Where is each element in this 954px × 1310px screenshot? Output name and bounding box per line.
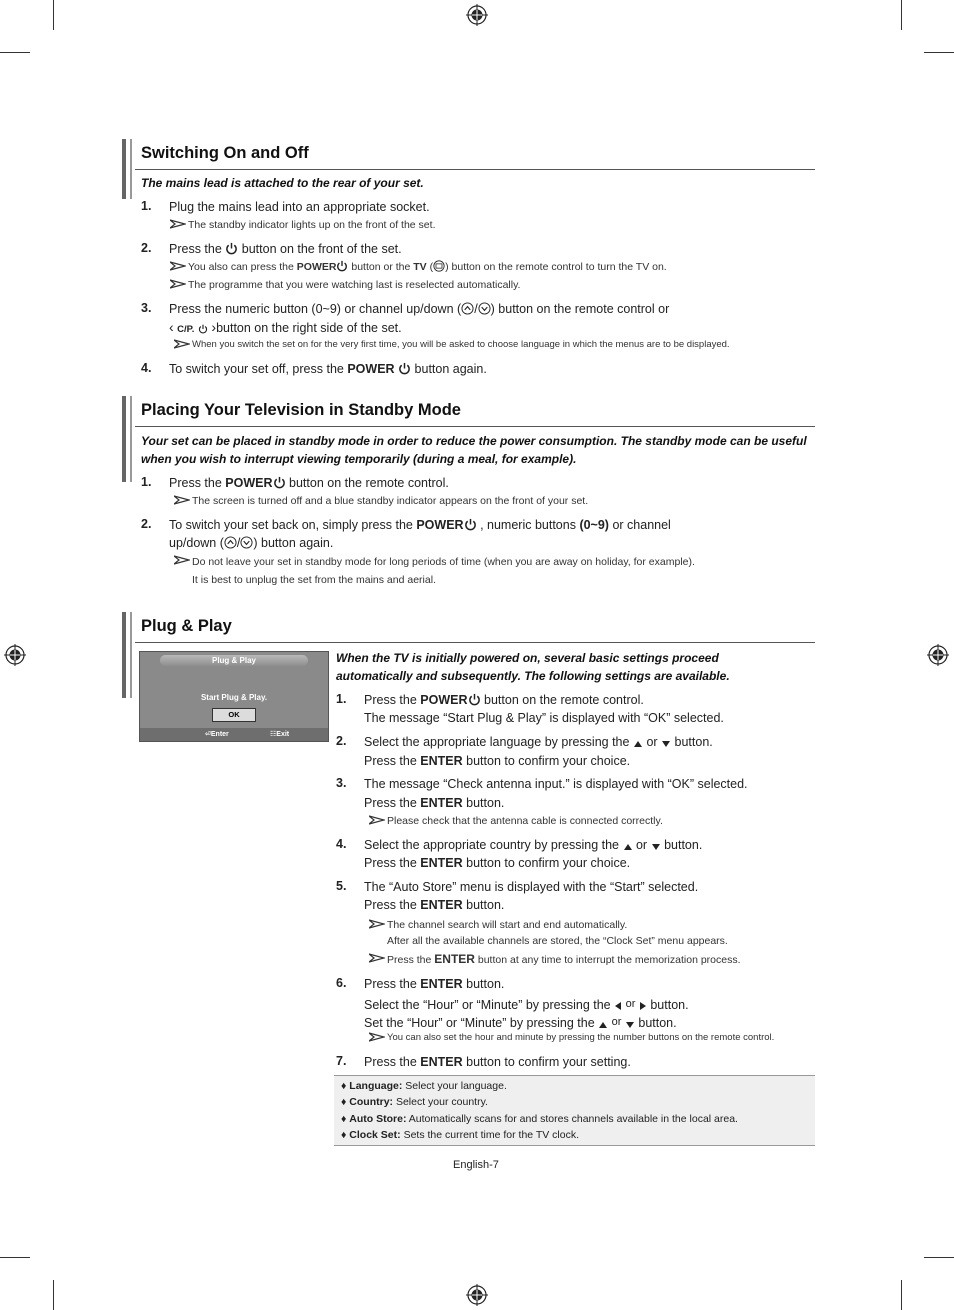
tv-icon xyxy=(433,260,445,272)
section-title: Plug & Play xyxy=(141,617,232,635)
section-marker xyxy=(122,139,126,199)
enter-icon: ⏎ xyxy=(205,731,211,738)
section-marker xyxy=(130,139,132,199)
crop-mark xyxy=(0,52,30,53)
osd-exit-hint: ☷Exit xyxy=(270,731,290,738)
section-rule xyxy=(135,169,815,170)
glossary-item: ♦ Language: Select your language. xyxy=(341,1080,507,1092)
glossary-box xyxy=(334,1075,815,1146)
osd-enter-hint: ⏎Enter xyxy=(205,731,229,738)
note-arrow-icon xyxy=(369,815,385,825)
step-number: 4. xyxy=(336,837,347,851)
step-number: 2. xyxy=(141,241,152,255)
step-note: You can also set the hour and minute by pressing the number buttons on the remote control. xyxy=(387,1032,775,1043)
triangle-up-icon xyxy=(633,740,643,748)
step-text: Press the ENTER button to confirm your choice. xyxy=(364,754,631,768)
note-arrow-icon xyxy=(174,555,190,565)
triangle-up-icon xyxy=(598,1021,608,1029)
step-number: 5. xyxy=(336,879,347,893)
section-intro: automatically and subsequently. The following settings are available. xyxy=(336,669,730,683)
note-arrow-icon xyxy=(369,1032,385,1042)
step-text: To switch your set off, press the POWER button again. xyxy=(169,362,487,376)
step-note: After all the available channels are stored, the “Clock Set” menu appears. xyxy=(387,935,728,947)
step-text: up/down ( / ) button again. xyxy=(169,536,334,550)
step-number: 2. xyxy=(336,734,347,748)
step-number: 2. xyxy=(141,517,152,531)
step-note: Please check that the antenna cable is connected correctly. xyxy=(387,815,663,827)
exit-icon: ☷ xyxy=(270,731,277,738)
glossary-item: ♦ Auto Store: Automatically scans for and stores channels available in the local area. xyxy=(341,1113,738,1125)
channel-up-icon xyxy=(224,536,237,549)
section-marker xyxy=(130,396,132,482)
crop-mark xyxy=(901,0,902,30)
step-note: The programme that you were watching last is reselected automatically. xyxy=(188,279,521,291)
glossary-item: ♦ Country: Select your country. xyxy=(341,1096,488,1108)
step-text: Press the numeric button (0~9) or channel up/down ( / ) button on the remote control or xyxy=(169,302,670,316)
diamond-bullet-icon: ♦ xyxy=(341,1080,347,1092)
channel-down-icon xyxy=(478,302,491,315)
step-text: The message “Start Plug & Play” is displayed with “OK” selected. xyxy=(364,711,724,725)
step-text: Press the POWER button on the remote control. xyxy=(364,693,644,707)
osd-message: Start Plug & Play. xyxy=(200,693,268,702)
step-number: 1. xyxy=(336,692,347,706)
power-icon xyxy=(336,260,348,272)
step-note: Do not leave your set in standby mode for long periods of time (when you are away on holiday, for example). xyxy=(192,556,695,568)
step-text: Press the ENTER button. xyxy=(364,796,505,810)
section-intro: when you wish to interrupt viewing temporarily (during a meal, for example). xyxy=(141,452,577,466)
page-number: English-7 xyxy=(453,1159,499,1171)
note-arrow-icon xyxy=(174,495,190,505)
note-arrow-icon xyxy=(170,279,186,289)
step-text: Press the POWER button on the remote control. xyxy=(169,476,449,490)
step-number: 7. xyxy=(336,1054,347,1068)
step-text: Press the ENTER button to confirm your choice. xyxy=(364,856,631,870)
section-marker xyxy=(130,612,132,698)
crop-mark xyxy=(924,52,954,53)
diamond-bullet-icon: ♦ xyxy=(341,1113,347,1125)
step-note: The standby indicator lights up on the front of the set. xyxy=(188,219,436,231)
plug-and-play-screen xyxy=(139,651,329,742)
section-intro: When the TV is initially powered on, several basic settings proceed xyxy=(336,651,719,665)
section-marker xyxy=(122,396,126,482)
crop-mark xyxy=(53,0,54,30)
step-text: Press the ENTER button to confirm your setting. xyxy=(364,1055,631,1069)
triangle-down-icon xyxy=(661,740,671,748)
power-icon xyxy=(398,362,411,375)
step-text: Press the button on the front of the set. xyxy=(169,242,402,256)
step-text: Press the ENTER button. xyxy=(364,898,505,912)
step-number: 6. xyxy=(336,976,347,990)
channel-up-icon xyxy=(461,302,474,315)
section-rule xyxy=(135,426,815,427)
step-text: Press the ENTER button. xyxy=(364,977,505,991)
step-note: The screen is turned off and a blue standby indicator appears on the front of your set. xyxy=(192,495,589,507)
section-title: Placing Your Television in Standby Mode xyxy=(141,401,461,419)
crop-mark xyxy=(924,1257,954,1258)
diamond-bullet-icon: ♦ xyxy=(341,1096,347,1108)
step-number: 1. xyxy=(141,199,152,213)
crop-mark xyxy=(0,1257,30,1258)
section-marker xyxy=(122,612,126,698)
step-note: It is best to unplug the set from the mains and aerial. xyxy=(192,574,436,586)
triangle-down-icon xyxy=(651,843,661,851)
step-text: The message “Check antenna input.” is displayed with “OK” selected. xyxy=(364,777,748,791)
step-note: When you switch the set on for the very first time, you will be asked to choose language in which the menus are to be displayed. xyxy=(192,339,730,350)
registration-mark-icon xyxy=(4,644,26,666)
power-icon xyxy=(273,476,286,489)
step-text: Set the “Hour” or “Minute” by pressing the or button. xyxy=(364,1016,677,1030)
osd-title: Plug & Play xyxy=(160,655,308,666)
step-number: 1. xyxy=(141,475,152,489)
glossary-item: ♦ Clock Set: Sets the current time for the TV clock. xyxy=(341,1129,580,1141)
power-icon xyxy=(464,518,477,531)
channel-down-icon xyxy=(240,536,253,549)
step-text: To switch your set back on, simply press the POWER , numeric buttons (0~9) or channel xyxy=(169,518,671,532)
step-text: ‹ C/P. ›button on the right side of the set. xyxy=(169,319,402,335)
registration-mark-icon xyxy=(466,1284,488,1306)
section-intro: The mains lead is attached to the rear of your set. xyxy=(141,176,424,190)
step-text: Select the appropriate language by pressing the or button. xyxy=(364,735,713,749)
registration-mark-icon xyxy=(466,4,488,26)
step-number: 3. xyxy=(141,301,152,315)
triangle-left-icon xyxy=(614,1001,622,1011)
step-number: 4. xyxy=(141,361,152,375)
note-arrow-icon xyxy=(369,919,385,929)
step-number: 3. xyxy=(336,776,347,790)
triangle-up-icon xyxy=(623,843,633,851)
step-note: The channel search will start and end automatically. xyxy=(387,919,628,931)
section-title: Switching On and Off xyxy=(141,144,309,162)
power-icon xyxy=(468,693,481,706)
registration-mark-icon xyxy=(927,644,949,666)
note-arrow-icon xyxy=(174,339,190,349)
crop-mark xyxy=(53,1280,54,1310)
note-arrow-icon xyxy=(170,219,186,229)
step-note: Press the ENTER button at any time to interrupt the memorization process. xyxy=(387,952,741,966)
note-arrow-icon xyxy=(369,953,385,963)
section-intro: Your set can be placed in standby mode in order to reduce the power consumption. The standby mode can be useful xyxy=(141,434,807,448)
step-note: You also can press the POWER button or the TV ( ) button on the remote control to turn the TV on. xyxy=(188,261,667,273)
note-arrow-icon xyxy=(170,261,186,271)
power-icon xyxy=(225,242,238,255)
diamond-bullet-icon: ♦ xyxy=(341,1129,347,1141)
section-rule xyxy=(135,642,815,643)
step-text: Select the appropriate country by pressing the or button. xyxy=(364,838,703,852)
power-icon xyxy=(198,324,208,334)
step-text: The “Auto Store” menu is displayed with the “Start” selected. xyxy=(364,880,699,894)
step-text: Plug the mains lead into an appropriate socket. xyxy=(169,200,430,214)
osd-ok-button: OK xyxy=(212,708,256,722)
triangle-right-icon xyxy=(639,1001,647,1011)
crop-mark xyxy=(901,1280,902,1310)
triangle-down-icon xyxy=(625,1021,635,1029)
osd-footer xyxy=(140,728,328,741)
step-text: Select the “Hour” or “Minute” by pressing the or button. xyxy=(364,998,689,1012)
